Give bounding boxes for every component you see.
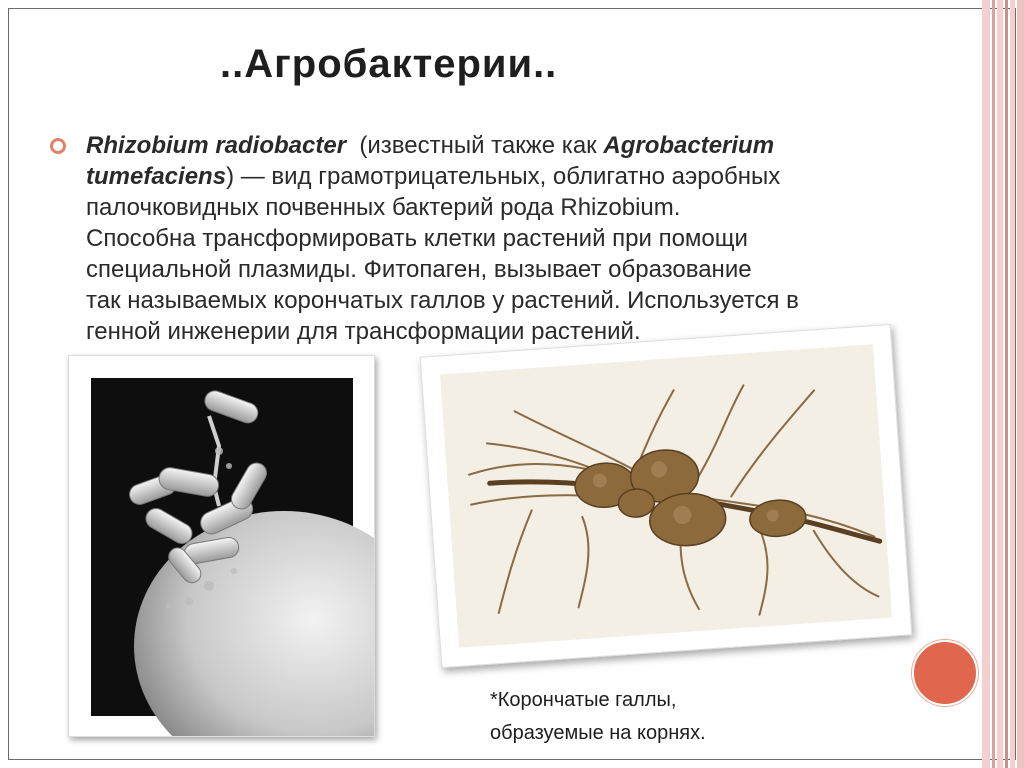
body-line-7: генной инженерии для трансформации растений. xyxy=(86,318,641,345)
image-caption xyxy=(490,684,810,750)
body-paragraph xyxy=(86,130,936,347)
body-line-6: так называемых корончатых галлов у растений. Используется в xyxy=(86,287,799,314)
body-line-4: Способна трансформировать клетки растений при помощи xyxy=(86,225,748,252)
bullet-icon xyxy=(50,138,66,154)
caption-line-1: *Корончатые галлы, xyxy=(490,689,677,711)
body-line-2: tumefaciens) — вид грамотрицательных, облигатно аэробных xyxy=(86,163,781,190)
root-crown-gall-image xyxy=(420,324,913,668)
microscope-photo-svg xyxy=(69,356,374,736)
body-line-1: Rhizobium radiobacter (известный также как Agrobacterium xyxy=(86,132,775,159)
term-tumefaciens: tumefaciens xyxy=(86,163,227,190)
body-line-3: палочковидных почвенных бактерий рода Rhizobium. xyxy=(86,194,681,221)
term-rhizobium: Rhizobium radiobacter xyxy=(86,132,347,159)
body-line-5: специальной плазмиды. Фитопаген, вызывает образование xyxy=(86,256,752,283)
microscope-bacteria-image xyxy=(68,355,375,737)
term-agrobacterium: Agrobacterium xyxy=(603,132,775,159)
root-photo-svg xyxy=(421,325,911,667)
caption-line-2: образуемые на корнях. xyxy=(490,722,706,744)
decorative-circle xyxy=(912,640,978,706)
slide-title: ..Агробактерии.. xyxy=(220,42,558,86)
